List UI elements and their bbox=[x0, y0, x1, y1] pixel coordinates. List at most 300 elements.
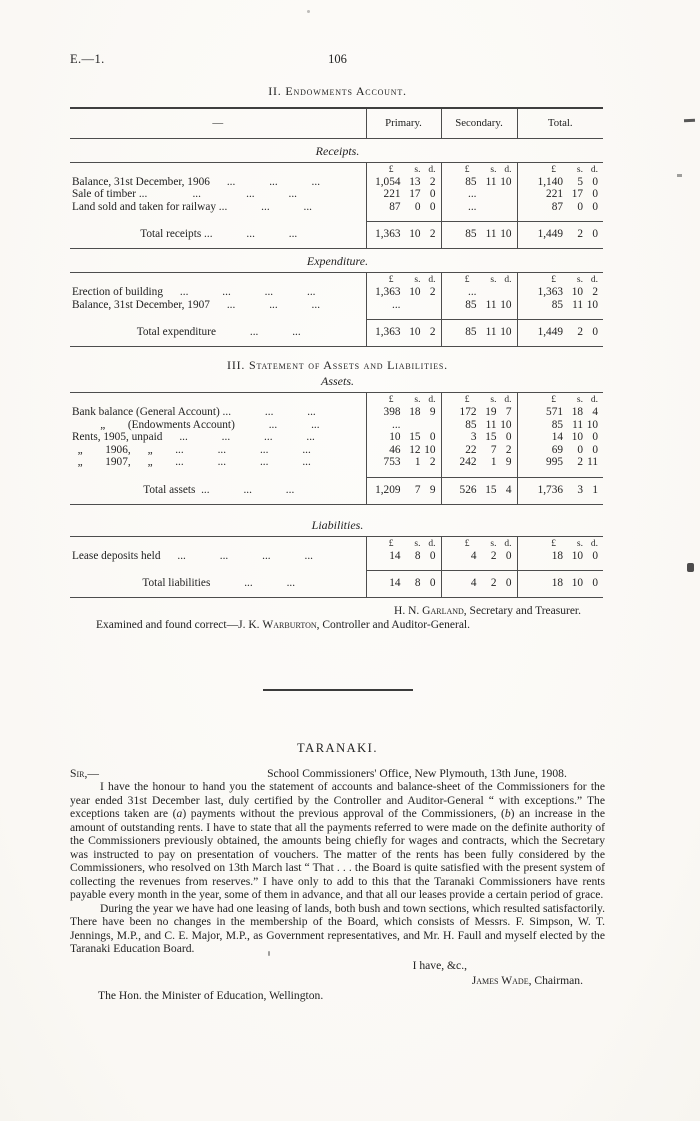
amount-cell bbox=[517, 571, 603, 598]
letter-paragraph-1 bbox=[70, 780, 605, 902]
pence-value: 10 bbox=[586, 298, 598, 311]
pence-value: 0 bbox=[429, 549, 436, 562]
shillings-value: 11 bbox=[485, 175, 497, 188]
money-unit-cell bbox=[441, 162, 517, 176]
pence-value: 2 bbox=[429, 175, 436, 188]
account-row bbox=[70, 444, 603, 457]
pence-value: 0 bbox=[592, 577, 598, 589]
pounds-value: 995 bbox=[546, 456, 563, 468]
pence-value: 0 bbox=[592, 188, 598, 200]
amount-cell bbox=[441, 571, 517, 598]
pence-symbol: d. bbox=[504, 164, 512, 175]
amount-cell bbox=[366, 444, 441, 457]
shillings-symbol: s. bbox=[490, 538, 497, 549]
pence-value: 0 bbox=[429, 577, 436, 589]
amount-cell bbox=[366, 477, 441, 504]
total-description: Total receipts ... ... ... bbox=[140, 228, 298, 240]
pounds-symbol: £ bbox=[551, 395, 556, 405]
pounds-value: ... bbox=[468, 188, 477, 200]
pence-symbol: d. bbox=[590, 538, 598, 549]
pounds-value: 85 bbox=[465, 228, 477, 240]
pounds-value: 398 bbox=[383, 406, 401, 418]
pence-value: 2 bbox=[429, 286, 436, 298]
amount-cell bbox=[517, 431, 603, 444]
shillings-value: 0 bbox=[414, 200, 421, 213]
pounds-value: 526 bbox=[459, 483, 477, 496]
scan-artifact bbox=[687, 563, 694, 572]
amount-cell bbox=[441, 299, 517, 320]
pounds-symbol: £ bbox=[464, 275, 470, 285]
pounds-value: 4 bbox=[470, 577, 477, 589]
amount-cell bbox=[517, 456, 603, 477]
amount-cell bbox=[517, 176, 603, 189]
blank-cell bbox=[70, 162, 366, 176]
paragraph-text: ) an increase in the amount of outstanding rents. I have to state that all the payments referred to were made on the definite authority of the Commissioners previously obtained, the amounts being chiefly for wages and contracts, which the Secretary was instructed to pay on presentation of vouchers. The matter of the rents has been fully considered by the Commissioners, who resolved on 13th March last “ That . . . the Board is quite satisfied with the present system of collecting the revenues from reserves.” I have only to add to this that the Taranaki Commissioners have rents payable every month in the year, some of them in advance, and that all our leases provide a certain period of grace. bbox=[70, 807, 605, 901]
shillings-value: 11 bbox=[485, 298, 497, 311]
shillings-value: 15 bbox=[485, 483, 497, 496]
shillings-value: 11 bbox=[485, 326, 497, 338]
pence-value: 10 bbox=[586, 418, 598, 431]
pounds-value: ... bbox=[468, 286, 477, 298]
pounds-value: 69 bbox=[551, 443, 563, 456]
total-description: Total assets ... ... ... bbox=[143, 483, 295, 496]
scan-artifact bbox=[684, 119, 695, 123]
shillings-symbol: s. bbox=[490, 275, 497, 285]
shillings-symbol: s. bbox=[576, 538, 583, 549]
shillings-symbol: s. bbox=[414, 275, 421, 285]
pounds-value: 85 bbox=[551, 418, 563, 431]
amount-cell bbox=[366, 201, 441, 222]
pence-value: 10 bbox=[500, 228, 512, 240]
amount-cell bbox=[366, 406, 441, 419]
money-unit-cell bbox=[366, 536, 441, 550]
shillings-value: 10 bbox=[409, 228, 421, 240]
letter-recipient: The Hon. the Minister of Education, Wellington. bbox=[98, 988, 324, 1002]
shillings-symbol: s. bbox=[576, 395, 583, 405]
pounds-value: 1,363 bbox=[375, 228, 401, 240]
column-header-secondary: Secondary. bbox=[441, 108, 517, 138]
shillings-value: 8 bbox=[414, 549, 421, 562]
shillings-value: 2 bbox=[577, 228, 583, 240]
amount-cell bbox=[517, 320, 603, 347]
pence-value: 0 bbox=[429, 200, 436, 213]
expenditure-heading: Expenditure. bbox=[306, 254, 369, 268]
liabilities-table bbox=[70, 536, 603, 599]
shillings-value: 12 bbox=[409, 443, 421, 456]
account-row bbox=[70, 431, 603, 444]
amount-cell bbox=[517, 286, 603, 299]
row-description: Balance, 31st December, 1907 ... ... ... bbox=[72, 298, 321, 311]
pounds-value: 18 bbox=[551, 577, 563, 589]
shillings-value: 11 bbox=[572, 418, 583, 431]
pounds-symbol: £ bbox=[388, 395, 394, 405]
shillings-value: 18 bbox=[409, 406, 421, 418]
liabilities-heading: Liabilities. bbox=[311, 517, 364, 532]
row-description: „ (Endowments Account) ... ... bbox=[72, 418, 320, 431]
chairman-signature-line bbox=[70, 974, 605, 987]
shillings-value: 2 bbox=[577, 456, 583, 468]
amount-cell bbox=[366, 550, 441, 571]
document-reference: E.—1. bbox=[70, 52, 105, 66]
shillings-symbol: s. bbox=[414, 538, 421, 549]
pence-value: 10 bbox=[500, 298, 512, 311]
pence-symbol: d. bbox=[428, 275, 436, 285]
amount-cell bbox=[441, 201, 517, 222]
pounds-value: 46 bbox=[389, 443, 401, 456]
amount-cell bbox=[517, 201, 603, 222]
pounds-value: ... bbox=[392, 298, 401, 311]
receipts-heading: Receipts. bbox=[315, 143, 360, 158]
shillings-value: 0 bbox=[577, 200, 583, 213]
pence-value: 4 bbox=[592, 406, 598, 418]
pounds-value: 14 bbox=[389, 549, 401, 562]
pounds-value: 85 bbox=[551, 298, 563, 311]
letter-paragraph-2: During the year we have had one leasing of lands, both bush and town sections, which resulted satisfactorily. There have been no changes in the membership of the Board, which consists of Messrs. F. Simpson, W. T. Jennings, M.P., and C. E. Major, M.P., as Government representatives, and Mr. H. Faull and myself elected by the Taranaki Education Board. bbox=[70, 901, 605, 955]
shillings-value: 10 bbox=[409, 326, 421, 338]
money-unit-header-row bbox=[70, 536, 603, 550]
pounds-symbol: £ bbox=[388, 538, 394, 549]
pence-value: 4 bbox=[505, 483, 512, 496]
amount-cell bbox=[517, 406, 603, 419]
assets-heading: Assets. bbox=[321, 374, 354, 388]
pence-value: 0 bbox=[592, 175, 598, 188]
section-title-statement: III. Statement of Assets and Liabilities. bbox=[227, 358, 448, 372]
pounds-symbol: £ bbox=[388, 275, 394, 285]
pence-symbol: d. bbox=[504, 395, 512, 405]
account-row bbox=[70, 419, 603, 432]
shillings-value: 10 bbox=[571, 577, 583, 589]
pence-value: 0 bbox=[505, 577, 512, 589]
pounds-value: 18 bbox=[551, 549, 563, 562]
shillings-symbol: s. bbox=[414, 164, 421, 175]
amount-cell bbox=[366, 176, 441, 189]
money-unit-header-row bbox=[70, 273, 603, 287]
pence-symbol: d. bbox=[590, 395, 598, 405]
pounds-value: 571 bbox=[546, 406, 563, 418]
row-description: Land sold and taken for railway ... ... ... bbox=[72, 200, 313, 213]
amount-cell bbox=[366, 188, 441, 201]
total-row bbox=[70, 571, 603, 598]
shillings-symbol: s. bbox=[576, 275, 583, 285]
amount-cell bbox=[366, 431, 441, 444]
money-unit-cell bbox=[366, 273, 441, 287]
amount-cell bbox=[366, 286, 441, 299]
pence-value: 9 bbox=[429, 483, 436, 496]
page-header bbox=[70, 52, 605, 70]
money-unit-cell bbox=[517, 393, 603, 407]
amount-cell bbox=[441, 550, 517, 571]
money-unit-cell bbox=[517, 536, 603, 550]
shillings-value: 15 bbox=[409, 431, 421, 443]
audit-certification-line bbox=[70, 619, 605, 631]
row-description: Rents, 1905, unpaid ... ... ... ... bbox=[72, 431, 315, 443]
money-unit-cell bbox=[366, 393, 441, 407]
shillings-value: 5 bbox=[577, 175, 583, 188]
row-description: Bank balance (General Account) ... ... ... bbox=[72, 406, 316, 418]
shillings-value: 17 bbox=[409, 188, 421, 200]
amount-cell bbox=[441, 286, 517, 299]
pounds-value: 1,363 bbox=[375, 326, 401, 338]
pounds-value: 85 bbox=[465, 418, 477, 431]
pence-value: 0 bbox=[429, 431, 436, 443]
account-row bbox=[70, 406, 603, 419]
account-row bbox=[70, 456, 603, 477]
pounds-value: 14 bbox=[389, 577, 401, 589]
pence-value: 0 bbox=[505, 431, 512, 443]
shillings-value: 10 bbox=[571, 286, 583, 298]
shillings-value: 2 bbox=[490, 577, 497, 589]
receipts-table bbox=[70, 162, 603, 250]
chairman-name: James Wade bbox=[471, 973, 529, 987]
shillings-value: 10 bbox=[409, 286, 421, 298]
office-address-date: School Commissioners' Office, New Plymouth, 13th June, 1908. bbox=[267, 767, 567, 780]
shillings-symbol: s. bbox=[490, 395, 497, 405]
total-row bbox=[70, 222, 603, 249]
column-header-blank: — bbox=[212, 117, 224, 130]
shillings-value: 11 bbox=[485, 418, 497, 431]
pounds-value: 3 bbox=[470, 431, 477, 443]
pounds-value: 85 bbox=[465, 326, 477, 338]
pounds-value: 1,449 bbox=[537, 326, 563, 338]
pounds-value: 1,363 bbox=[375, 286, 401, 298]
account-row bbox=[70, 201, 603, 222]
account-row bbox=[70, 299, 603, 320]
row-description: Lease deposits held ... ... ... ... bbox=[72, 549, 313, 562]
auditor-name: Warburton bbox=[262, 619, 317, 631]
shillings-symbol: s. bbox=[576, 164, 583, 175]
amount-cell bbox=[366, 320, 441, 347]
row-description: Sale of timber ... ... ... ... bbox=[72, 188, 297, 200]
pounds-value: 221 bbox=[383, 188, 401, 200]
column-header-row bbox=[70, 108, 603, 138]
blank-cell bbox=[70, 273, 366, 287]
page-number: 106 bbox=[328, 52, 347, 66]
pence-symbol: d. bbox=[428, 395, 436, 405]
blank-cell bbox=[70, 393, 366, 407]
pence-value: 0 bbox=[592, 228, 598, 240]
expenditure-table bbox=[70, 272, 603, 347]
money-unit-header-row bbox=[70, 393, 603, 407]
row-description: Balance, 31st December, 1906 ... ... ... bbox=[72, 175, 321, 188]
shillings-value: 13 bbox=[409, 175, 421, 188]
amount-cell bbox=[517, 550, 603, 571]
pounds-symbol: £ bbox=[551, 275, 556, 285]
shillings-value: 18 bbox=[571, 406, 583, 418]
pence-value: 2 bbox=[429, 326, 436, 338]
amount-cell bbox=[517, 419, 603, 432]
salutation: Sir,— bbox=[70, 767, 99, 780]
account-row bbox=[70, 188, 603, 201]
shillings-symbol: s. bbox=[414, 395, 421, 405]
money-unit-cell bbox=[366, 162, 441, 176]
amount-cell bbox=[517, 222, 603, 249]
amount-cell bbox=[441, 477, 517, 504]
shillings-symbol: s. bbox=[490, 164, 497, 175]
pounds-value: ... bbox=[392, 418, 401, 431]
amount-cell bbox=[517, 477, 603, 504]
amount-cell bbox=[441, 188, 517, 201]
total-row bbox=[70, 477, 603, 504]
row-description: „ 1906, „ ... ... ... ... bbox=[72, 443, 311, 456]
amount-cell bbox=[517, 188, 603, 201]
amount-cell bbox=[366, 456, 441, 477]
pence-value: 0 bbox=[429, 188, 436, 200]
section-divider-rule bbox=[263, 689, 413, 691]
scan-artifact bbox=[307, 10, 310, 13]
paragraph-text: ) payments without the previous approval of the Commissioners, ( bbox=[182, 807, 505, 820]
audit-prefix: Examined and found correct—J. K. bbox=[96, 619, 263, 631]
amount-cell bbox=[517, 444, 603, 457]
pounds-symbol: £ bbox=[551, 164, 556, 175]
pence-value: 1 bbox=[592, 483, 598, 496]
amount-cell bbox=[441, 320, 517, 347]
pounds-value: 87 bbox=[389, 200, 401, 213]
pounds-value: 221 bbox=[546, 188, 563, 200]
money-unit-cell bbox=[441, 393, 517, 407]
pence-symbol: d. bbox=[504, 538, 512, 549]
treasurer-name: H. N. Garland bbox=[394, 605, 464, 617]
row-description: Erection of building ... ... ... ... bbox=[72, 286, 316, 298]
scan-artifact bbox=[268, 951, 270, 956]
amount-cell bbox=[366, 419, 441, 432]
shillings-value: 11 bbox=[572, 298, 583, 311]
pence-value: 2 bbox=[429, 456, 436, 468]
row-description: „ 1907, „ ... ... ... ... bbox=[72, 456, 311, 468]
pence-value: 2 bbox=[505, 443, 512, 456]
account-row bbox=[70, 550, 603, 571]
pounds-value: 1,054 bbox=[375, 175, 401, 188]
pence-value: 7 bbox=[505, 406, 512, 418]
letter-header bbox=[70, 767, 605, 780]
pounds-value: 85 bbox=[465, 175, 477, 188]
shillings-value: 3 bbox=[577, 483, 583, 496]
pounds-value: 1,363 bbox=[537, 286, 563, 298]
pounds-value: ... bbox=[468, 200, 477, 213]
column-header-primary: Primary. bbox=[366, 108, 441, 138]
pence-value: 11 bbox=[587, 456, 598, 468]
pence-value: 0 bbox=[592, 549, 598, 562]
amount-cell bbox=[441, 444, 517, 457]
shillings-value: 10 bbox=[571, 431, 583, 443]
column-header-table bbox=[70, 107, 603, 139]
amount-cell bbox=[517, 299, 603, 320]
printed-content bbox=[70, 52, 605, 1002]
total-description: Total expenditure ... ... bbox=[136, 326, 301, 338]
amount-cell bbox=[441, 456, 517, 477]
amount-cell bbox=[441, 431, 517, 444]
pounds-value: 1,449 bbox=[537, 228, 563, 240]
pounds-symbol: £ bbox=[464, 538, 470, 549]
shillings-value: 0 bbox=[577, 443, 583, 456]
money-unit-cell bbox=[441, 273, 517, 287]
pounds-symbol: £ bbox=[464, 395, 470, 405]
shillings-value: 1 bbox=[414, 456, 421, 468]
shillings-value: 19 bbox=[485, 406, 497, 418]
pence-symbol: d. bbox=[590, 164, 598, 175]
pence-value: 10 bbox=[424, 443, 436, 456]
pence-symbol: d. bbox=[428, 538, 436, 549]
pounds-value: 14 bbox=[551, 431, 563, 443]
account-row bbox=[70, 176, 603, 189]
pounds-value: 4 bbox=[470, 549, 477, 562]
pence-value: 0 bbox=[505, 549, 512, 562]
chairman-role: , Chairman. bbox=[528, 973, 583, 987]
money-unit-cell bbox=[517, 162, 603, 176]
pence-value: 9 bbox=[505, 456, 512, 468]
amount-cell bbox=[366, 222, 441, 249]
region-title-taranaki: TARANAKI. bbox=[297, 741, 378, 755]
amount-cell bbox=[441, 222, 517, 249]
pounds-value: 10 bbox=[389, 431, 401, 443]
shillings-value: 15 bbox=[485, 431, 497, 443]
letter-closing: I have, &c., bbox=[412, 958, 467, 972]
pence-value: 2 bbox=[429, 228, 436, 240]
amount-cell bbox=[441, 419, 517, 432]
shillings-value: 1 bbox=[490, 456, 497, 468]
exception-b-marker: b bbox=[504, 807, 511, 820]
column-header-total: Total. bbox=[517, 108, 603, 138]
blank-cell bbox=[70, 536, 366, 550]
shillings-value: 7 bbox=[414, 483, 421, 496]
scan-artifact bbox=[677, 174, 682, 177]
shillings-value: 11 bbox=[485, 228, 497, 240]
section-title-endowments-account: II. Endowments Account. bbox=[268, 84, 407, 98]
money-unit-cell bbox=[441, 536, 517, 550]
pence-value: 2 bbox=[592, 286, 598, 298]
shillings-value: 10 bbox=[571, 549, 583, 562]
shillings-value: 17 bbox=[571, 188, 583, 200]
exception-a-marker: a bbox=[176, 807, 183, 820]
pence-value: 0 bbox=[592, 326, 598, 338]
money-unit-header-row bbox=[70, 162, 603, 176]
amount-cell bbox=[366, 571, 441, 598]
pounds-value: 87 bbox=[551, 200, 563, 213]
pence-symbol: d. bbox=[428, 164, 436, 175]
pounds-value: 753 bbox=[383, 456, 401, 468]
pounds-symbol: £ bbox=[464, 164, 470, 175]
shillings-value: 2 bbox=[490, 549, 497, 562]
paragraph-text: I have the honour to hand you the statement of accounts and balance-sheet of the Commissioners for the year ended 31st December last, duly certified by the Controller and Auditor-General “ with exceptions.” The exceptions taken are ( bbox=[70, 780, 605, 820]
treasurer-signature-line bbox=[70, 605, 605, 617]
treasurer-role: , Secretary and Treasurer. bbox=[463, 605, 581, 617]
pence-value: 9 bbox=[429, 406, 436, 418]
audit-suffix: , Controller and Auditor-General. bbox=[316, 619, 471, 631]
pence-value: 0 bbox=[592, 443, 598, 456]
pence-value: 10 bbox=[500, 418, 512, 431]
shillings-value: 2 bbox=[577, 326, 583, 338]
pounds-value: 172 bbox=[459, 406, 477, 418]
shillings-value: 8 bbox=[414, 577, 421, 589]
assets-table bbox=[70, 392, 603, 505]
total-row bbox=[70, 320, 603, 347]
pence-value: 10 bbox=[500, 326, 512, 338]
pounds-symbol: £ bbox=[388, 164, 394, 175]
pounds-value: 1,736 bbox=[537, 483, 563, 496]
pence-symbol: d. bbox=[504, 275, 512, 285]
pence-value: 0 bbox=[592, 200, 598, 213]
pence-value: 0 bbox=[592, 431, 598, 443]
pounds-value: 22 bbox=[465, 443, 477, 456]
account-row bbox=[70, 286, 603, 299]
pounds-value: 1,209 bbox=[375, 483, 401, 496]
pence-symbol: d. bbox=[590, 275, 598, 285]
shillings-value: 7 bbox=[490, 443, 497, 456]
pounds-value: 242 bbox=[459, 456, 477, 468]
amount-cell bbox=[441, 176, 517, 189]
total-description: Total liabilities ... ... bbox=[142, 577, 296, 589]
money-unit-cell bbox=[517, 273, 603, 287]
pounds-value: 1,140 bbox=[537, 175, 563, 188]
